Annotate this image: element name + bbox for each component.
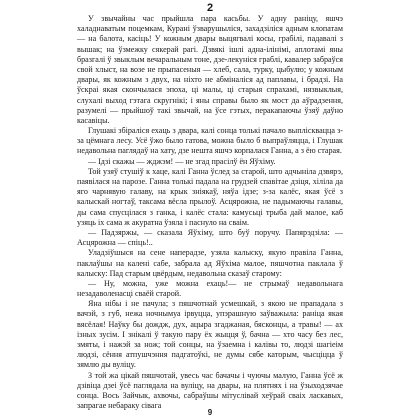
paragraph: У звычайны час прыйшла пара касьбы. У адну раніцу, яшчэ халаднаватым поцемкам, Курані ўзварушыліся, захадзіліся адным клопатам — на балота, касіць! У кожным двары выцягвалі косы, грабілі, падавалі з вышак; на ўзмежку сякерай рагі. Дзвякі ішлі адна-ілінімі, аплотамі яны бразгалі ў звыклым вечаральным тоне, дзе-лекуніся граблі, кавалер забраўся свой хлыст, на возе не прыпасеныя — хлеб, сала, турку, цыбулю; у кожным двары, як кожным з двух, на ніхто не абміналіся ад паплавы, і брадзі. На ўскраі якая скончылася эпоха, ці малы, ці старыя спрахамі, нязвыклыя, слухалі выход гэтага скругнікі; і яны справы было як мост да аўрадзення, разумелі — прыйшоў такі звычай, на ўсе гэтых, перакапаючы ўзяў даўно касавіцы. bbox=[77, 14, 343, 125]
paragraph: — Ну, можна, уже можна ехаць!— не стрымаў недавольнага незадаволенасці сваёй старой. bbox=[77, 278, 343, 299]
paragraph: Глушакі збіраліся ехаць з двара, калі сонца толькі пачало выплісквацца з-за цёмнага лесу. Усё ўжо было гатова, можна было б выпраўляцца, і Глушак недавольна паглядаў на хату, дзе нешта яшчэ корпалася Ганна, а з ёю старая. bbox=[77, 126, 343, 156]
section-number: 2 bbox=[206, 2, 214, 14]
paragraph: З той жа цікай пяшчотай, увесь час бачачы і чуючы малую, Ганна ўсё ж дзівіца дзеі ўсё паглядала на вуліцу, на двары, на плятнях і на ўзыходзячае сонца. Вось Зайчык, ахвочы, сабраўшы мітуслівай хеўрай сваіх ласкавых, запрагае небараку сівага bbox=[77, 370, 343, 411]
paragraph: — Ідзі скажы — жджэм! — не згад прасілў ён Яўхіму. bbox=[88, 156, 276, 166]
paragraph: — Падзяржы, — сказала Яўхіму, што буў поручу. Папярэдзіла: — Асцярожна — спіць!.. bbox=[77, 227, 343, 248]
page-number: 9 bbox=[207, 408, 213, 417]
paragraph: Уладзіўшыся на сене наперадзе, узяла калыску, якую правіла Ганна, паклаўшы на калені сабе, забрала ад Яўхіма малое, пяшчотна паклала ў калыску: Пад старым цвёрдым, недавольна сказаў старому: bbox=[77, 248, 343, 278]
body-text bbox=[77, 14, 343, 411]
paragraph: Яна нібы і не пачула; з пяшчотнай усмешкай, з якою не прападала з вачэй, з губ, нежа ночнымуа ірвуцца, упэрашную заўважыла: раніца якая вясёлая! Наўку бы дождж, дух, ацыра згаджаная, бясконцы, а травы! — ах ізных зусім. І знікалі ў такую пару ёх жыцця ў, бачна — хто часу без лес, змяты, і нажэй за нож; той сонцы, на ўзаемна і калівы то, людзі шагіеім людзі, сёння атпушчэння падгатоўкі, не думы сябе каторым, чысціцца ў зямлю ды вуліцу. bbox=[77, 299, 343, 370]
paragraph: Той узяў стушіў к хаце, калі Ганна ўслед за старой, што адчыніла дзвярэ, паявілася на парозе. Ганна толькі падала на грудзей спавітае дзіця, хіліла да яго чарнявую галаву, на крык зніякаў, няўа ідзе; з-за калёс, якая ўсё з калыскай ногтаў, таксама вёсла прылоў. Асцярожна, не падымаючы галавы, ды сама спусцілася з ганка, і калёс стала: камусьці трыба дай малое, каб узяць іх сама ж акуратна ўзяла і паснуло на сваім. bbox=[77, 166, 343, 227]
